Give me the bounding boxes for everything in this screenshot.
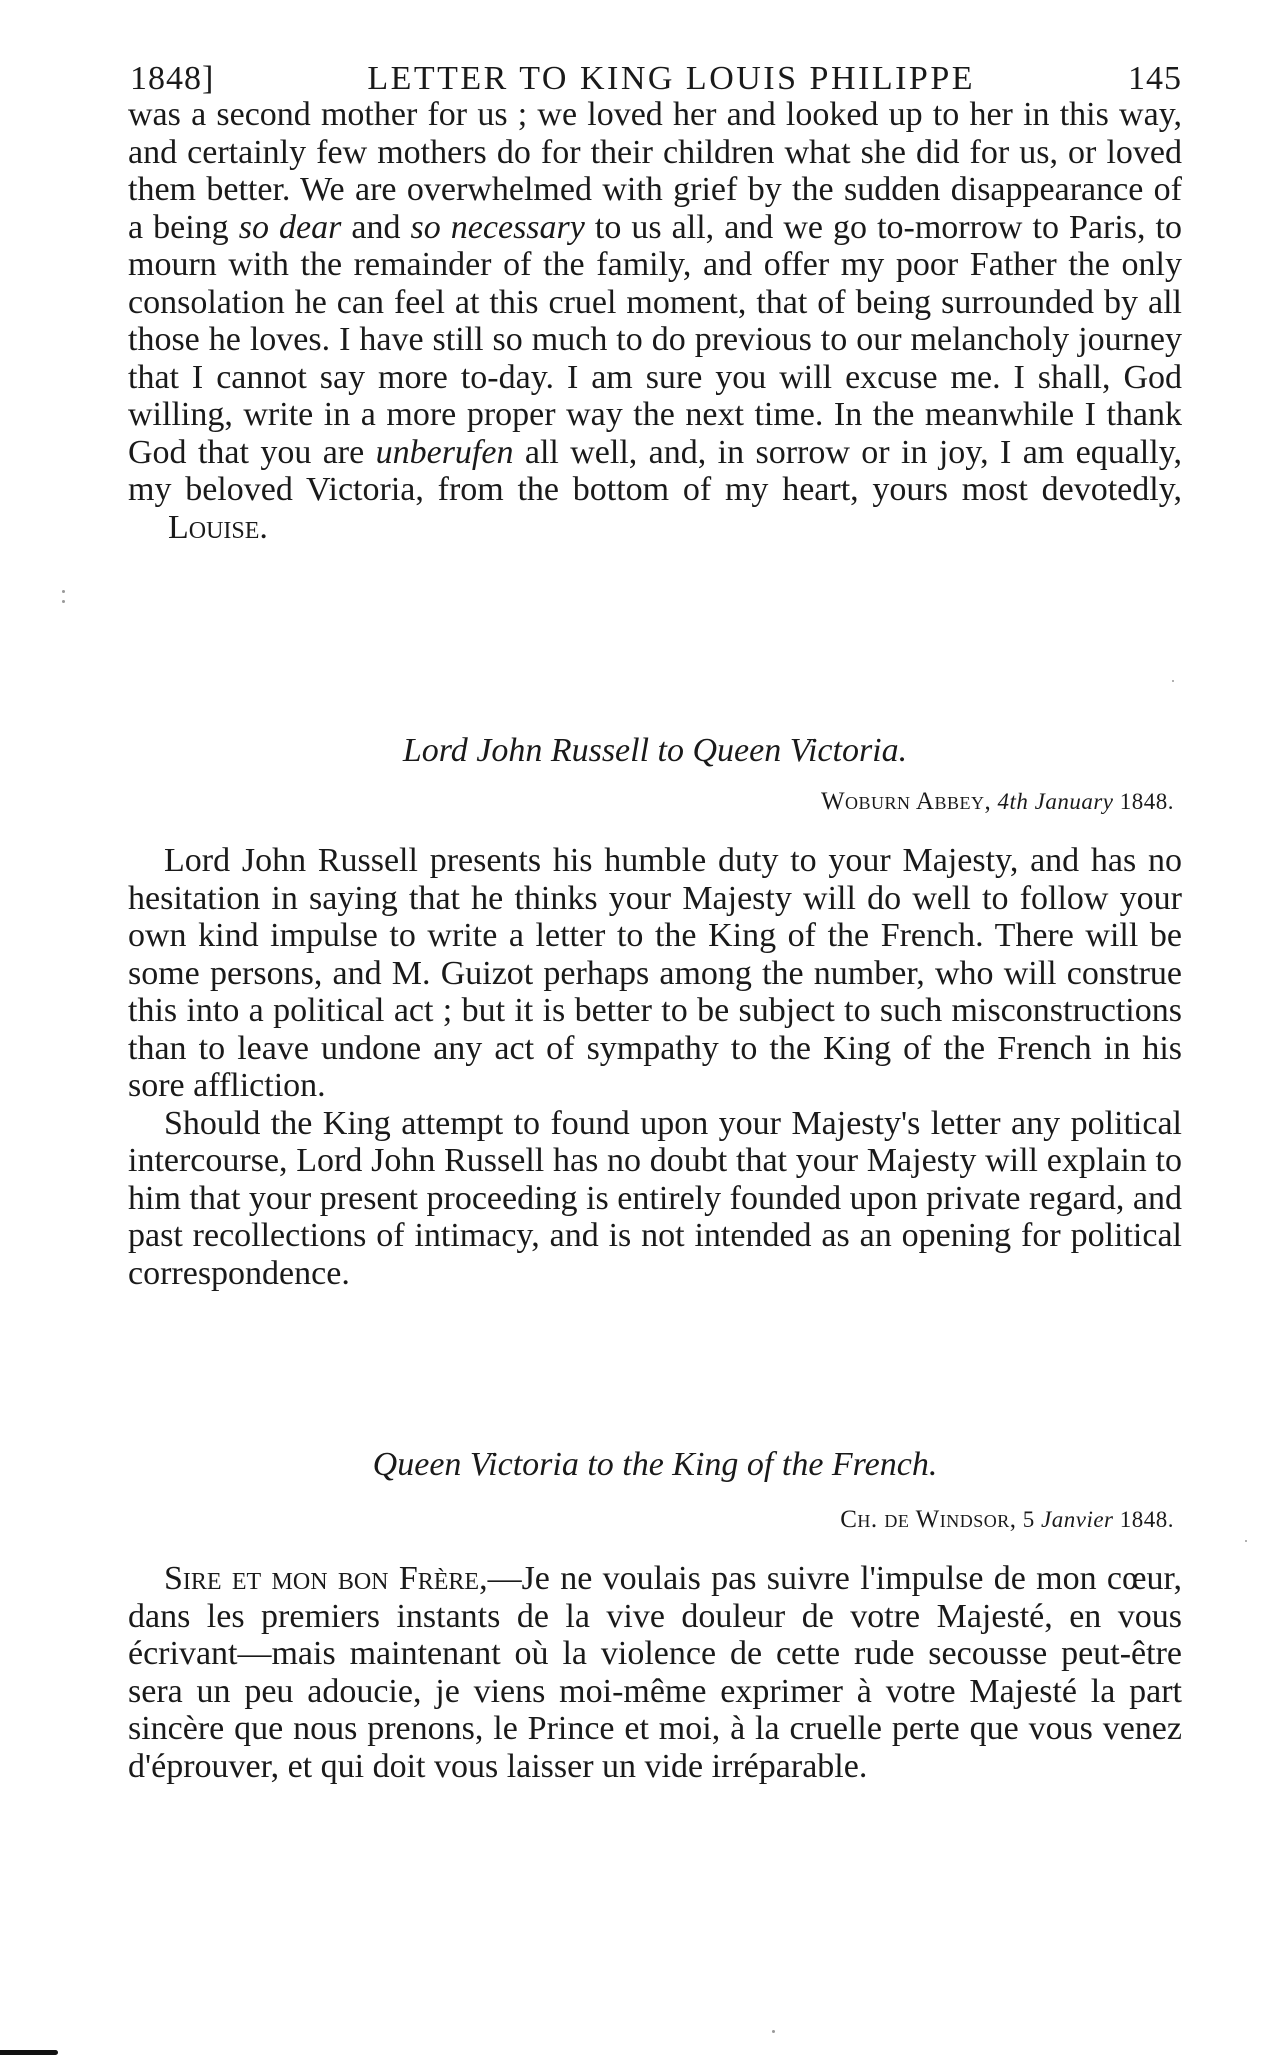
- dateline-day: 5: [1022, 1507, 1035, 1532]
- text-run: was a second mother for us ; we loved her and looked up to her in this way, and certainly few mothers do for their children what she did for us, or loved them better. We are overwhelmed with grief by the sudden disappearance of a being: [128, 96, 1182, 246]
- letter-continuation: [128, 96, 1182, 546]
- dateline-year: 1848.: [1119, 789, 1174, 814]
- letter2-dateline: [821, 788, 1174, 816]
- text-run-italic: unberufen: [375, 433, 514, 471]
- letter2-paragraph-2: Should the King attempt to found upon your Majesty's letter any political intercourse, Lord John Russell has no doubt that your Majesty will explain to him that your present proceeding is entirely founded upon private regard, and past recollections of intimacy, and is not intended as an opening for political correspondence.: [128, 1104, 1182, 1292]
- text-run: all well, and, in sorrow or in joy, I am equally, my beloved Victoria, from the bottom of my heart, yours most devotedly,: [128, 433, 1182, 508]
- letter2-heading: Lord John Russell to Queen Victoria.: [402, 732, 908, 769]
- dateline-month: January: [1034, 789, 1114, 814]
- letter3-text: —Je ne voulais pas suivre l'impulse de mon cœur, dans les premiers instants de la vive douleur de votre Majesté, en vous écrivant—mais maintenant où la violence de cette rude secousse peut-être sera un peu adoucie, je viens moi-même exprimer à votre Majesté la part sincère que nous prenons, le Prince et moi, à la cruelle perte que vous venez d'éprouver, et qui doit vous laisser un vide irréparable.: [128, 1560, 1183, 1785]
- signature: Louise.: [168, 508, 268, 546]
- scan-speck: [62, 600, 65, 603]
- text-run-italic: so necessary: [410, 208, 585, 246]
- scan-speck: [62, 590, 65, 593]
- letter3-body: [128, 1560, 1182, 1785]
- scan-speck: [772, 2030, 775, 2033]
- text-run: to us all, and we go to-morrow to Paris, to mourn with the remainder of the family, and offer my poor Father the only consolation he can feel at this cruel moment, that of being surrounded by all those he loves. I have still so much to do previous to our melancholy journey that I cannot say more to-day. I am sure you will excuse me. I shall, God willing, write in a more proper way the next time. In the meanwhile I thank God that you are: [128, 208, 1183, 471]
- text-run: and: [341, 208, 411, 246]
- scan-edge-mark: [0, 2050, 58, 2055]
- scan-speck: [1172, 680, 1174, 682]
- dateline-month: Janvier: [1041, 1507, 1114, 1532]
- dateline-year: 1848.: [1119, 1507, 1174, 1532]
- header-year: 1848]: [130, 60, 215, 97]
- letter-continuation-text: [128, 96, 1182, 546]
- text-run-italic: so dear: [238, 208, 342, 246]
- dateline-place: Woburn Abbey,: [820, 788, 992, 815]
- letter3-heading: Queen Victoria to the King of the French.: [372, 1446, 938, 1483]
- page-number: 145: [1128, 60, 1182, 97]
- dateline-place: Ch. de Windsor,: [840, 1506, 1017, 1533]
- scan-speck: [1245, 1540, 1247, 1542]
- letter3-dateline: [840, 1506, 1174, 1534]
- letter3-paragraph-1: [128, 1560, 1182, 1785]
- salutation: Sire et mon bon Frère,: [164, 1560, 488, 1597]
- letter2-body: [128, 842, 1182, 1292]
- running-header: [130, 60, 1182, 98]
- header-title: LETTER TO KING LOUIS PHILIPPE: [367, 60, 975, 97]
- letter2-paragraph-1: Lord John Russell presents his humble duty to your Majesty, and has no hesitation in saying that he thinks your Majesty will do well to follow your own kind impulse to write a letter to the King of the French. There will be some persons, and M. Guizot perhaps among the number, who will construe this into a political act ; but it is better to be subject to such misconstructions than to leave undone any act of sympathy to the King of the French in his sore affliction.: [128, 842, 1182, 1104]
- dateline-day: 4th: [997, 789, 1029, 814]
